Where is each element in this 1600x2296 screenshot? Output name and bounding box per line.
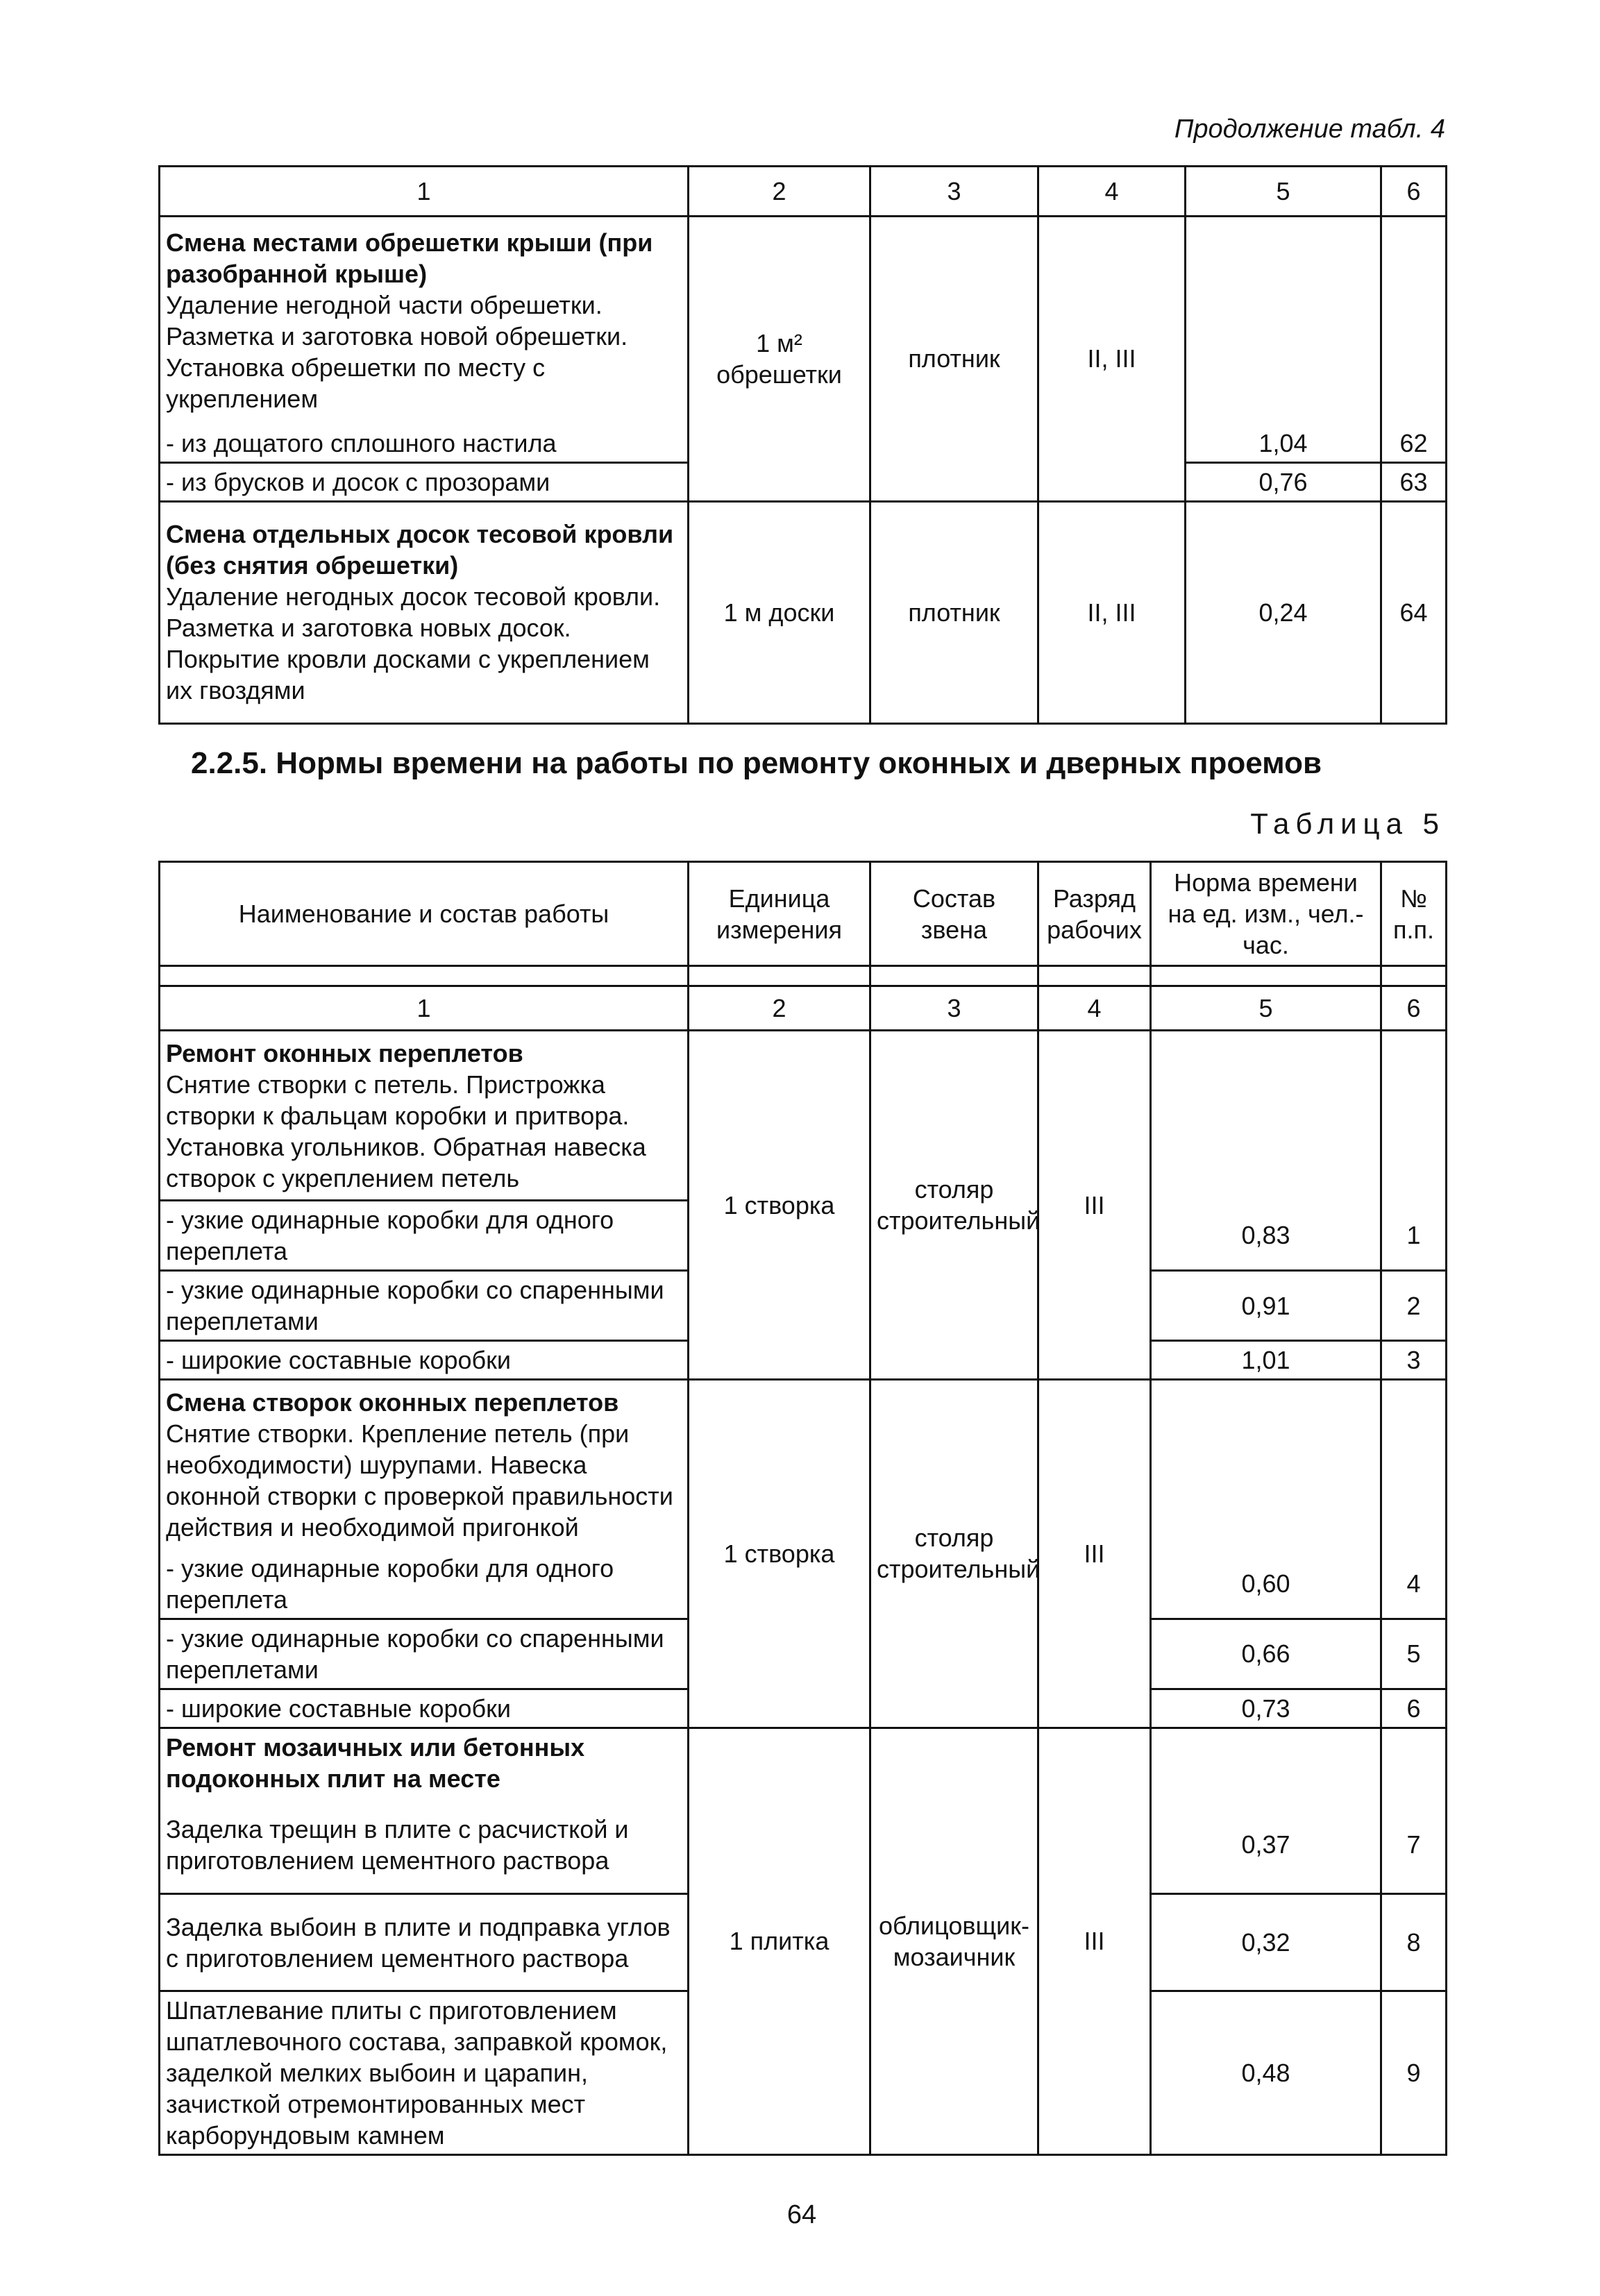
header-crew: Состав звена — [870, 862, 1038, 966]
col-number: 1 — [160, 167, 689, 217]
grade-cell: II, III — [1038, 501, 1186, 723]
norm-value: 0,48 — [1151, 1991, 1381, 2155]
col-number: 3 — [870, 986, 1038, 1031]
unit-cell: 1 створка — [689, 1031, 870, 1380]
work-description — [160, 217, 689, 425]
item-number: 8 — [1381, 1894, 1447, 1991]
work-description — [160, 501, 689, 723]
col-number: 2 — [689, 167, 870, 217]
num-cell-empty — [1381, 1728, 1447, 1797]
work-text: Снятие створки. Крепление петель (при необходимости) шурупами. Навеска оконной створки с проверкой правильности действия и необходимой пригонкой — [166, 1419, 673, 1542]
crew-cell: столяр строительный — [870, 1031, 1038, 1380]
num-cell-empty — [1381, 217, 1447, 425]
section-title: 2.2.5. Нормы времени на работы по ремонту оконных и дверных проемов — [191, 746, 1322, 780]
norm-cell-empty — [1151, 1728, 1381, 1797]
work-title: Ремонт мозаичных или бетонных подоконных плит на месте — [166, 1732, 585, 1793]
table-row — [160, 1728, 1447, 1797]
item-number: 3 — [1381, 1341, 1447, 1380]
col-number: 2 — [689, 986, 870, 1031]
header-grade: Разряд рабочих — [1038, 862, 1151, 966]
item-number: 64 — [1381, 501, 1447, 723]
item-number: 5 — [1381, 1619, 1447, 1689]
table-label: Таблица 5 — [1250, 807, 1445, 840]
col-number: 6 — [1381, 986, 1447, 1031]
norm-value: 0,24 — [1186, 501, 1381, 723]
table-5-header-row — [160, 862, 1447, 966]
work-description — [160, 1031, 689, 1201]
crew-cell: столяр строительный — [870, 1380, 1038, 1728]
subitem-name: - узкие одинарные коробки со спаренными переплетами — [160, 1271, 689, 1341]
unit-cell: 1 м доски — [689, 501, 870, 723]
norm-cell-empty — [1186, 217, 1381, 425]
norm-value: 0,91 — [1151, 1271, 1381, 1341]
unit-cell: 1 створка — [689, 1380, 870, 1728]
table-5-column-numbers — [160, 986, 1447, 1031]
subitem-name: - узкие одинарные коробки со спаренными переплетами — [160, 1619, 689, 1689]
num-cell-empty — [1381, 1031, 1447, 1201]
col-number: 4 — [1038, 986, 1151, 1031]
work-title: Ремонт оконных переплетов — [166, 1038, 523, 1067]
table-row — [160, 501, 1447, 723]
subitem-name: Шпатлевание плиты с приготовлением шпатлевочного состава, заправкой кромок, заделкой мелких выбоин и царапин, зачисткой отремонтированных мест карборундовым камнем — [160, 1991, 689, 2155]
table-4 — [158, 165, 1447, 725]
norm-value: 0,76 — [1186, 462, 1381, 501]
norm-value: 1,04 — [1186, 425, 1381, 463]
crew-cell: плотник — [870, 501, 1038, 723]
work-text: Удаление негодной части обрешетки. Разметка и заготовка новой обрешетки. Установка обрешетки по месту с укреплением — [166, 291, 628, 414]
header-norm: Норма времени на ед. изм., чел.-час. — [1151, 862, 1381, 966]
work-description — [160, 1728, 689, 1797]
norm-value: 0,73 — [1151, 1689, 1381, 1728]
crew-cell: облицовщик-мозаичник — [870, 1728, 1038, 2155]
subitem-name: - узкие одинарные коробки для одного переплета — [160, 1201, 689, 1271]
subitem-name: - из дощатого сплошного настила — [160, 425, 689, 463]
work-description — [160, 1380, 689, 1550]
continuation-note: Продолжение табл. 4 — [1174, 115, 1445, 144]
header-unit: Единица измерения — [689, 862, 870, 966]
work-text: Снятие створки с петель. Пристрожка створки к фальцам коробки и притвора. Установка угольников. Обратная навеска створок с укреплением петель — [166, 1070, 646, 1192]
subitem-name: - широкие составные коробки — [160, 1689, 689, 1728]
page-number: 64 — [786, 2200, 817, 2229]
table-4-column-numbers — [160, 167, 1447, 217]
subitem-name: Заделка выбоин в плите и подправка углов с приготовлением цементного раствора — [160, 1894, 689, 1991]
header-name: Наименование и состав работы — [160, 862, 689, 966]
item-number: 62 — [1381, 425, 1447, 463]
norm-cell-empty — [1151, 1031, 1381, 1201]
item-number: 63 — [1381, 462, 1447, 501]
header-num: № п.п. — [1381, 862, 1447, 966]
item-number: 6 — [1381, 1689, 1447, 1728]
col-number: 1 — [160, 986, 689, 1031]
norm-value: 0,66 — [1151, 1619, 1381, 1689]
item-number: 9 — [1381, 1991, 1447, 2155]
grade-cell: III — [1038, 1728, 1151, 2155]
work-title: Смена отдельных досок тесовой кровли (без снятия обрешетки) — [166, 520, 674, 580]
col-number: 5 — [1151, 986, 1381, 1031]
item-number: 4 — [1381, 1550, 1447, 1619]
grade-cell: II, III — [1038, 217, 1186, 502]
grade-cell: III — [1038, 1380, 1151, 1728]
norm-value: 0,60 — [1151, 1550, 1381, 1619]
norm-value: 0,32 — [1151, 1894, 1381, 1991]
subitem-name: - узкие одинарные коробки для одного переплета — [160, 1550, 689, 1619]
norm-value: 0,83 — [1151, 1201, 1381, 1271]
subitem-name: Заделка трещин в плите с расчисткой и приготовлением цементного раствора — [160, 1797, 689, 1894]
table-row — [160, 217, 1447, 425]
unit-cell: 1 м² обрешетки — [689, 217, 870, 502]
work-title: Смена местами обрешетки крыши (при разобранной крыше) — [166, 228, 653, 289]
norm-cell-empty — [1151, 1380, 1381, 1550]
item-number: 1 — [1381, 1201, 1447, 1271]
subitem-name: - из брусков и досок с прозорами — [160, 462, 689, 501]
table-row — [160, 1031, 1447, 1201]
table-5 — [158, 861, 1447, 2156]
item-number: 7 — [1381, 1797, 1447, 1894]
table-row — [160, 1380, 1447, 1550]
item-number: 2 — [1381, 1271, 1447, 1341]
crew-cell: плотник — [870, 217, 1038, 502]
norm-value: 0,37 — [1151, 1797, 1381, 1894]
num-cell-empty — [1381, 1380, 1447, 1550]
col-number: 3 — [870, 167, 1038, 217]
norm-value: 1,01 — [1151, 1341, 1381, 1380]
work-title: Смена створок оконных переплетов — [166, 1388, 619, 1417]
col-number: 4 — [1038, 167, 1186, 217]
work-text: Удаление негодных досок тесовой кровли. Разметка и заготовка новых досок. Покрытие кровли досками с укреплением их гвоздями — [166, 582, 661, 704]
unit-cell: 1 плитка — [689, 1728, 870, 2155]
subitem-name: - широкие составные коробки — [160, 1341, 689, 1380]
col-number: 5 — [1186, 167, 1381, 217]
grade-cell: III — [1038, 1031, 1151, 1380]
col-number: 6 — [1381, 167, 1447, 217]
header-gap — [160, 966, 1447, 986]
